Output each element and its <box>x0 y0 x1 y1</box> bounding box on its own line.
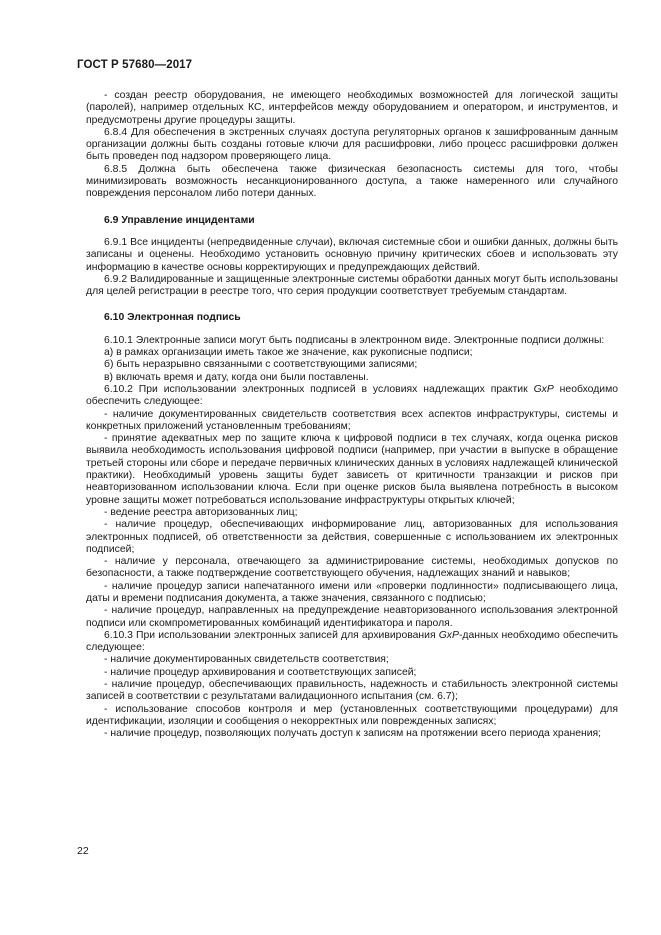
paragraph-text: 6.10.2 При использовании электронных подписей в условиях надлежащих практик <box>104 383 534 395</box>
page-number: 22 <box>77 845 89 857</box>
gxp-term: GxP <box>438 629 459 641</box>
gxp-term: GxP <box>533 383 554 395</box>
list-item: - наличие документированных свидетельств соответствия всех аспектов инфраструктуры, системы и конкретных приложений установленным требованиям; <box>86 408 618 432</box>
list-item: - наличие процедур, позволяющих получать доступ к записям на протяжении всего периода хранения; <box>104 728 602 740</box>
list-item: - принятие адекватных мер по защите ключа к цифровой подписи в тех случаях, когда оценка рисков выявила необходимость использования цифровой подписи (например, при участии в выпуске в обращение третьей стороны или сборе и передаче первичных клинических данных в условиях надлежащей клинической практики). Необходимый уровень защиты будет зависеть от критичности транзакции и рисков при неавторизованном использовании ключа. Если при оценке рисков была выявлена потребность в высоком уровне защиты может потребоваться использование инфраструктуры открытых ключей; <box>86 433 618 506</box>
list-item: - использование способов контроля и мер (установленных соответствующими процедурами) для идентификации, изоляции и сообщения о некорректных или поврежденных записях; <box>86 703 618 727</box>
paragraph-text: -данных необходимо обеспечить следующее: <box>86 629 619 654</box>
list-item: - наличие у персонала, отвечающего за администрирование системы, необходимых допусков по безопасности, а также подтверждение соответствующего обучения, надлежащих знаний и навыков; <box>86 556 618 580</box>
list-item: - ведение реестра авторизованных лиц; <box>104 506 298 518</box>
paragraph: 6.10.1 Электронные записи могут быть подписаны в электронном виде. Электронные подписи должны: <box>104 334 605 346</box>
list-item: - наличие процедур, обеспечивающих информирование лиц, авторизованных для использования электронных подписей, об ответственности за действия, совершенные с использованием их электронных подписей; <box>86 519 618 555</box>
paragraph <box>86 384 618 409</box>
section-heading-6-10: 6.10 Электронная подпись <box>104 312 241 324</box>
document-body <box>86 90 618 741</box>
list-item: б) быть неразрывно связанными с соответствующими записями; <box>104 359 418 371</box>
list-item: в) включать время и дату, когда они были поставлены. <box>104 371 369 383</box>
list-item: - наличие процедур записи напечатанного имени или «проверки подлинности» подписывающего лица, даты и времени подписания документа, а также значения, связанного с подписью; <box>86 580 618 604</box>
document-code-header: ГОСТ Р 57680—2017 <box>77 59 193 71</box>
paragraph <box>86 630 618 655</box>
list-item: - наличие документированных свидетельств соответствия; <box>104 654 389 666</box>
list-item: - наличие процедур, обеспечивающих правильность, надежность и стабильность электронной системы записей в соответствии с результатами валидационного испытания (см. 6.7); <box>86 679 618 703</box>
section-heading-6-9: 6.9 Управление инцидентами <box>104 214 255 226</box>
paragraph: 6.9.1 Все инциденты (непредвиденные случаи), включая системные сбои и ошибки данных, должны быть записаны и оценены. Необходимо установить основную причину критических сбоев и использовать эту информацию в качестве основы корректирующих и предупреждающих действий. <box>86 236 618 273</box>
paragraph: 6.8.5 Должна быть обеспечена также физическая безопасность системы для того, чтобы минимизировать возможность несанкционированного доступа, а также намеренного или случайного повреждения персоналом либо потери данных. <box>86 163 618 200</box>
paragraph-text: необходимо обеспечить следующее: <box>86 383 618 408</box>
paragraph-text: 6.10.3 При использовании электронных записей для архивирования <box>104 629 439 641</box>
list-item: - наличие процедур архивирования и соответствующих записей; <box>104 666 417 678</box>
list-item: - наличие процедур, направленных на предупреждение неавторизованного использования электронной подписи или скомпрометированных комбинаций идентификатора и пароля. <box>86 605 618 629</box>
paragraph: 6.9.2 Валидированные и защищенные электронные системы обработки данных могут быть использованы для целей регистрации в реестре того, что серия продукции соответствует требуемым стандартам. <box>86 273 618 298</box>
paragraph: 6.8.4 Для обеспечения в экстренных случаях доступа регуляторных органов к зашифрованным данным организации должны быть созданы готовые ключи для расшифровки, либо процесс расшифровки должен быть проведен под надзором проверяющего лица. <box>86 126 618 163</box>
list-item: а) в рамках организации иметь такое же значение, как рукописные подписи; <box>104 347 473 359</box>
paragraph: - создан реестр оборудования, не имеющего необходимых возможностей для логической защиты (паролей), например отдельных КС, интерфейсов между оборудованием и оператором, и инструментов, и предусмотрены другие процедуры защиты. <box>86 90 618 126</box>
